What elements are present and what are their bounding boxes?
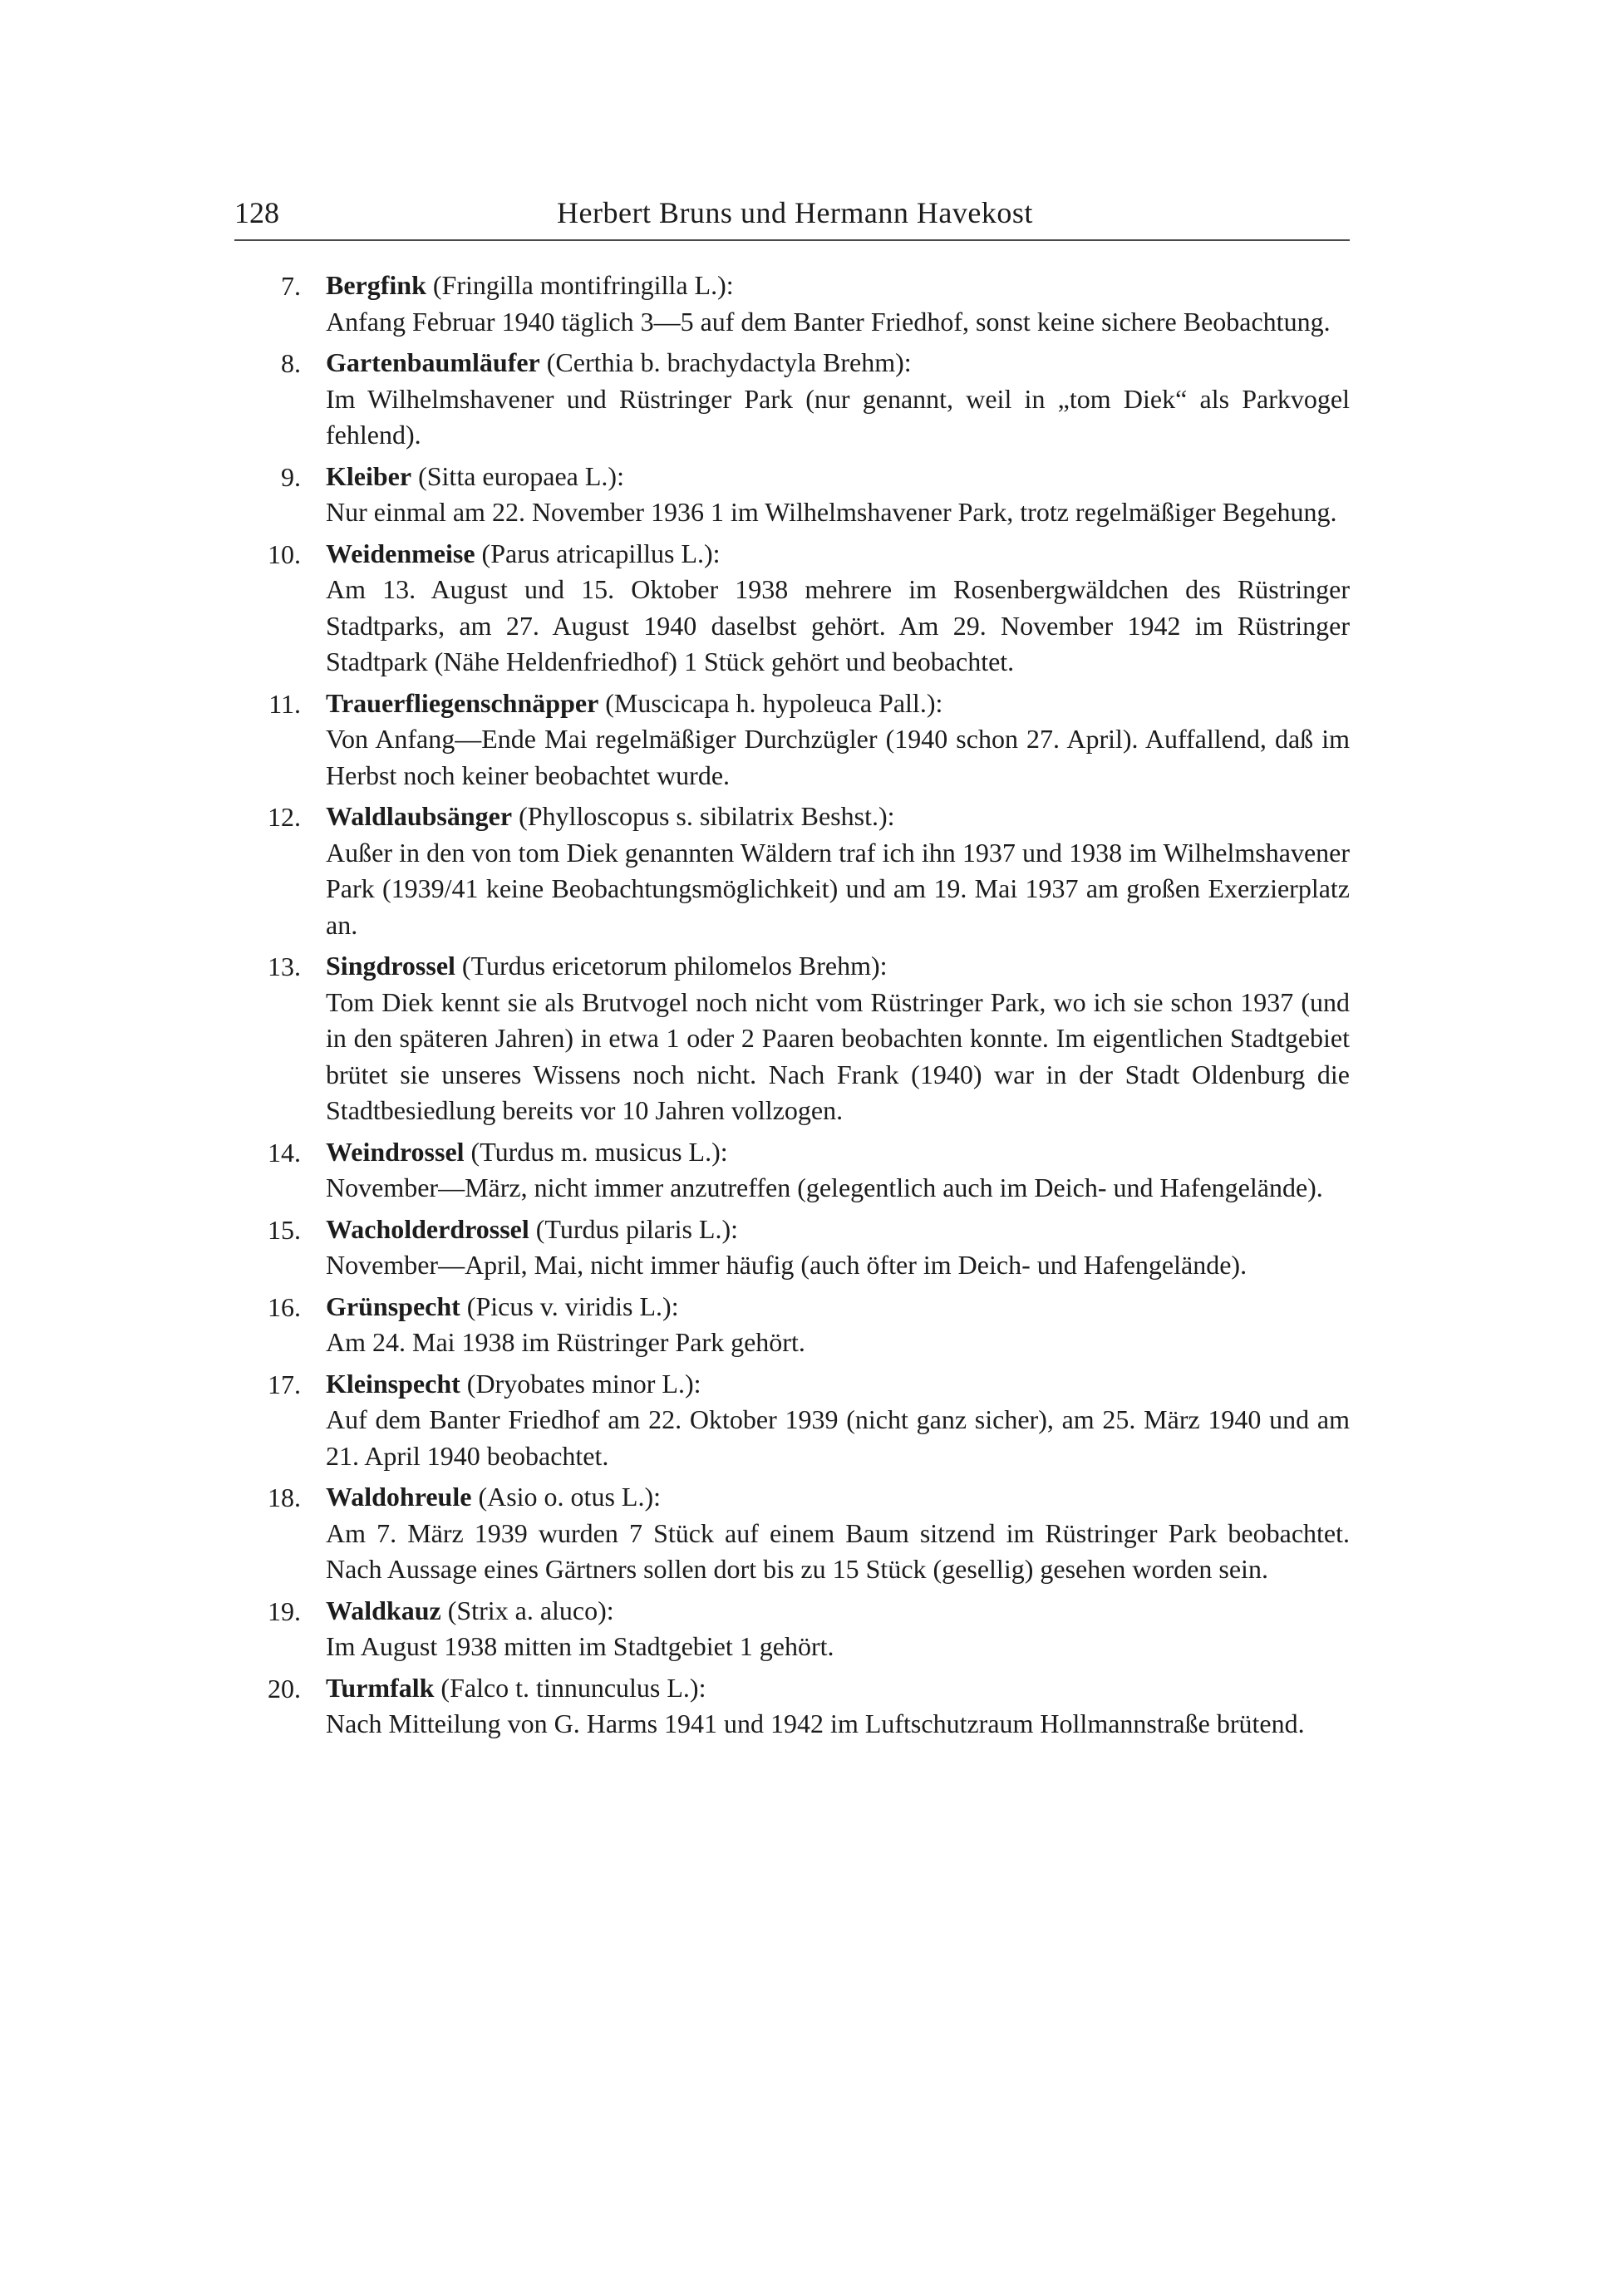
entry-body [326,345,1350,454]
observation-note: Tom Diek kennt sie als Brutvogel noch nicht vom Rüstringer Park, wo ich sie schon 1937 (und in den späteren Jahren) in etwa 1 oder 2 Paaren beobachten konnte. Im eigentlichen Stadtgebiet brütet sie unseres Wissens noch nicht. Nach Frank (1940) war in der Stadt Oldenburg die Stadtbesiedlung bereits vor 10 Jahren vollzogen. [326,986,1350,1125]
entry-body [326,799,1350,943]
species-entry [234,1366,1350,1475]
entry-body [326,686,1350,794]
latin-name: (Turdus pilaris L.): [529,1213,739,1244]
entry-body [326,536,1350,681]
latin-name: (Muscicapa h. hypoleuca Pall.): [598,687,943,718]
observation-note: Am 7. März 1939 wurden 7 Stück auf einem Baum sitzend im Rüstringer Park beobachtet. Nach Aussage eines Gärtners sollen dort bis zu 15 Stück (gesellig) gesehen worden sein. [326,1517,1350,1584]
entry-body [326,948,1350,1129]
observation-note: Außer in den von tom Diek genannten Wäldern traf ich ihn 1937 und 1938 im Wilhelmshavener Park (1939/41 keine Beobachtungsmöglichkeit) und am 19. Mai 1937 am großen Exerzierplatz an. [326,837,1350,940]
entry-body [326,1593,1350,1665]
entry-heading [326,268,1350,304]
observation-note: Von Anfang—Ende Mai regelmäßiger Durchzügler (1940 schon 27. April). Auffallend, daß im Herbst noch keiner beobachtet wurde. [326,724,1350,790]
latin-name: (Parus atricapillus L.): [475,538,721,568]
entry-heading [326,799,1350,835]
entry-heading [326,1134,1350,1171]
observation-note: Anfang Februar 1940 täglich 3—5 auf dem Banter Friedhof, sonst keine sichere Beobachtung. [326,306,1331,337]
entry-body [326,1134,1350,1207]
latin-name: (Picus v. viridis L.): [460,1291,679,1321]
species-entry [234,268,1350,340]
species-name: Kleiber [326,460,412,491]
species-entry [234,1289,1350,1361]
observation-note: Im August 1938 mitten im Stadtgebiet 1 gehört. [326,1631,834,1661]
entry-number: 10. [268,538,301,569]
species-name: Weidenmeise [326,538,475,568]
entry-number: 8. [281,348,301,378]
species-list [234,268,1350,1748]
species-name: Kleinspecht [326,1368,460,1399]
species-name: Waldkauz [326,1595,441,1625]
entry-number: 15. [268,1214,301,1245]
entry-body [326,1289,1350,1361]
species-entry [234,1212,1350,1284]
observation-note: Nach Mitteilung von G. Harms 1941 und 1942 im Luftschutzraum Hollmannstraße brütend. [326,1708,1305,1738]
entry-heading [326,1479,1350,1516]
entry-heading [326,1593,1350,1630]
entry-number: 19. [268,1595,301,1626]
latin-name: (Strix a. aluco): [440,1595,614,1625]
entry-number: 18. [268,1482,301,1512]
species-entry [234,686,1350,794]
entry-number: 9. [281,461,301,492]
entry-number: 14. [268,1137,301,1168]
entry-number: 17. [268,1369,301,1399]
page-number: 128 [234,196,279,229]
observation-note: Am 13. August und 15. Oktober 1938 mehrere im Rosenbergwäldchen des Rüstringer Stadtparks, am 27. August 1940 daselbst gehört. Am 29. November 1942 im Rüstringer Stadtpark (Nähe Heldenfriedhof) 1 Stück gehört und beobachtet. [326,574,1350,676]
species-entry [234,1593,1350,1665]
observation-note: Am 24. Mai 1938 im Rüstringer Park gehört. [326,1327,805,1357]
latin-name: (Certhia b. brachydactyla Brehm): [539,347,912,377]
entry-body [326,1366,1350,1475]
entry-heading [326,1366,1350,1403]
entry-body [326,459,1350,531]
latin-name: (Turdus ericetorum philomelos Brehm): [455,951,888,981]
observation-note: Nur einmal am 22. November 1936 1 im Wilhelmshavener Park, trotz regelmäßiger Begehung. [326,497,1337,527]
entry-number: 13. [268,951,301,981]
entry-number: 7. [281,271,301,301]
running-title: Herbert Bruns und Hermann Havekost [557,196,1033,229]
species-name: Waldohreule [326,1482,472,1512]
latin-name: (Phylloscopus s. sibilatrix Beshst.): [512,801,895,831]
latin-name: (Sitta europaea L.): [411,460,624,491]
entry-body [326,1670,1350,1743]
species-name: Grünspecht [326,1291,460,1321]
entry-heading [326,345,1350,381]
entry-body [326,1479,1350,1588]
latin-name: (Asio o. otus L.): [471,1482,661,1512]
species-name: Weindrossel [326,1136,465,1167]
entry-heading [326,948,1350,985]
entry-body [326,268,1350,340]
species-entry [234,948,1350,1129]
species-entry [234,536,1350,681]
latin-name: (Falco t. tinnunculus L.): [434,1672,706,1703]
species-entry [234,459,1350,531]
observation-note: Im Wilhelmshavener und Rüstringer Park (nur genannt, weil in „tom Diek“ als Parkvogel fehlend). [326,383,1350,450]
entry-body [326,1212,1350,1284]
entry-heading [326,536,1350,573]
species-name: Waldlaubsänger [326,801,513,831]
header-rule [234,239,1350,241]
species-name: Singdrossel [326,951,455,981]
entry-heading [326,1212,1350,1248]
entry-heading [326,686,1350,722]
species-name: Bergfink [326,270,426,300]
latin-name: (Turdus m. musicus L.): [464,1136,728,1167]
species-entry [234,799,1350,943]
latin-name: (Fringilla montifringilla L.): [426,270,734,300]
entry-number: 12. [268,802,301,832]
entry-heading [326,459,1350,495]
species-entry [234,1479,1350,1588]
species-entry [234,1134,1350,1207]
species-entry [234,345,1350,454]
species-name: Turmfalk [326,1672,435,1703]
entry-heading [326,1670,1350,1707]
observation-note: November—April, Mai, nicht immer häufig (auch öfter im Deich- und Hafengelände). [326,1250,1247,1280]
species-entry [234,1670,1350,1743]
page-header [234,193,1350,234]
species-name: Wacholderdrossel [326,1213,529,1244]
entry-number: 20. [268,1673,301,1704]
latin-name: (Dryobates minor L.): [460,1368,701,1399]
observation-note: Auf dem Banter Friedhof am 22. Oktober 1939 (nicht ganz sicher), am 25. März 1940 und am 21. April 1940 beobachtet. [326,1404,1350,1471]
entry-heading [326,1289,1350,1325]
species-name: Gartenbaumläufer [326,347,540,377]
entry-number: 11. [268,688,301,719]
species-name: Trauerfliegenschnäpper [326,687,599,718]
entry-number: 16. [268,1291,301,1322]
observation-note: November—März, nicht immer anzutreffen (gelegentlich auch im Deich- und Hafengelände). [326,1173,1323,1202]
